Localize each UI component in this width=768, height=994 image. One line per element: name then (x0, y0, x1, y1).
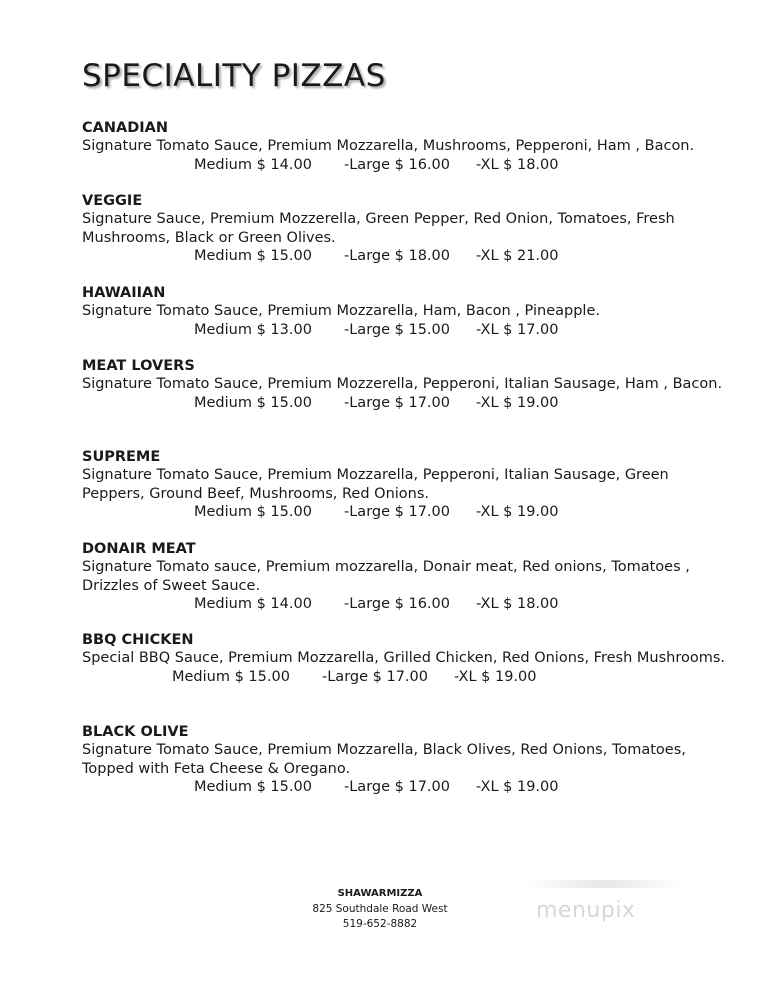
item-prices (82, 247, 732, 266)
price-medium: Medium $ 15.00 (172, 668, 290, 685)
menu-item-canadian (82, 119, 732, 174)
restaurant-phone: 519-652-8882 (342, 918, 418, 930)
menu-item-black-olive (82, 723, 732, 797)
item-prices (82, 595, 732, 614)
price-medium: Medium $ 15.00 (194, 248, 312, 264)
price-xl: -XL $ 19.00 (454, 668, 537, 685)
restaurant-address: 825 Southdale Road West (312, 902, 448, 915)
menu-item-bbq-chicken (82, 631, 732, 686)
menu-item-donair-meat (82, 540, 732, 614)
item-name: SUPREME (82, 449, 161, 465)
item-name: MEAT LOVERS (82, 358, 195, 374)
price-large: -Large $ 15.00 (344, 321, 450, 338)
item-description: Signature Tomato Sauce, Premium Mozzarella, Mushrooms, Pepperoni, Ham , Bacon. (82, 138, 695, 154)
item-description: Special BBQ Sauce, Premium Mozzarella, Grilled Chicken, Red Onions, Fresh Mushrooms. (82, 650, 725, 666)
menu-item-veggie (82, 192, 732, 266)
price-large: -Large $ 17.00 (344, 504, 450, 520)
price-large: -Large $ 17.00 (322, 668, 428, 685)
item-prices (82, 321, 732, 340)
watermark-logo: menupix (536, 898, 636, 923)
item-description: Signature Tomato Sauce, Premium Mozzarella, Black Olives, Red Onions, Tomatoes, Topped with Feta Cheese & Oregano. (82, 742, 686, 777)
price-medium: Medium $ 13.00 (194, 321, 312, 338)
price-xl: -XL $ 21.00 (476, 248, 559, 264)
item-description: Signature Tomato Sauce, Premium Mozzarella, Pepperoni, Italian Sausage, Green Peppers, Ground Beef, Mushrooms, Red Onions. (82, 467, 669, 502)
menu-item-hawaiian (82, 284, 732, 339)
price-medium: Medium $ 15.00 (194, 779, 312, 795)
price-large: -Large $ 16.00 (344, 156, 450, 173)
item-prices (82, 778, 732, 797)
price-xl: -XL $ 19.00 (476, 394, 559, 411)
item-name: CANADIAN (82, 120, 169, 136)
price-medium: Medium $ 15.00 (194, 394, 312, 411)
restaurant-footer (280, 886, 480, 933)
price-xl: -XL $ 19.00 (476, 779, 559, 795)
item-description: Signature Tomato Sauce, Premium Mozzarella, Ham, Bacon , Pineapple. (82, 303, 600, 319)
item-prices (82, 394, 732, 413)
price-large: -Large $ 17.00 (344, 779, 450, 795)
price-xl: -XL $ 19.00 (476, 504, 559, 520)
menu-item-meat-lovers (82, 357, 732, 412)
item-prices (82, 156, 732, 175)
price-medium: Medium $ 15.00 (194, 504, 312, 520)
price-large: -Large $ 17.00 (344, 394, 450, 411)
item-name: VEGGIE (82, 193, 143, 209)
item-name: BLACK OLIVE (82, 724, 189, 740)
menu-item-supreme (82, 448, 732, 522)
item-description: Signature Tomato Sauce, Premium Mozzerella, Pepperoni, Italian Sausage, Ham , Bacon. (82, 376, 723, 392)
price-xl: -XL $ 17.00 (476, 321, 559, 338)
restaurant-name: SHAWARMIZZA (337, 888, 423, 899)
item-prices (82, 668, 732, 687)
watermark-bar (527, 880, 682, 888)
item-prices (82, 503, 732, 522)
item-name: DONAIR MEAT (82, 541, 196, 557)
price-xl: -XL $ 18.00 (476, 156, 559, 173)
item-name: BBQ CHICKEN (82, 632, 194, 648)
item-name: HAWAIIAN (82, 285, 166, 301)
item-description: Signature Tomato sauce, Premium mozzarella, Donair meat, Red onions, Tomatoes , Drizzles of Sweet Sauce. (82, 559, 690, 594)
price-medium: Medium $ 14.00 (194, 596, 312, 612)
item-description: Signature Sauce, Premium Mozzerella, Green Pepper, Red Onion, Tomatoes, Fresh Mushrooms, Black or Green Olives. (82, 211, 675, 246)
page-title: SPECIALITY PIZZAS (82, 58, 386, 94)
price-xl: -XL $ 18.00 (476, 596, 559, 612)
price-medium: Medium $ 14.00 (194, 156, 312, 173)
price-large: -Large $ 16.00 (344, 596, 450, 612)
price-large: -Large $ 18.00 (344, 248, 450, 264)
